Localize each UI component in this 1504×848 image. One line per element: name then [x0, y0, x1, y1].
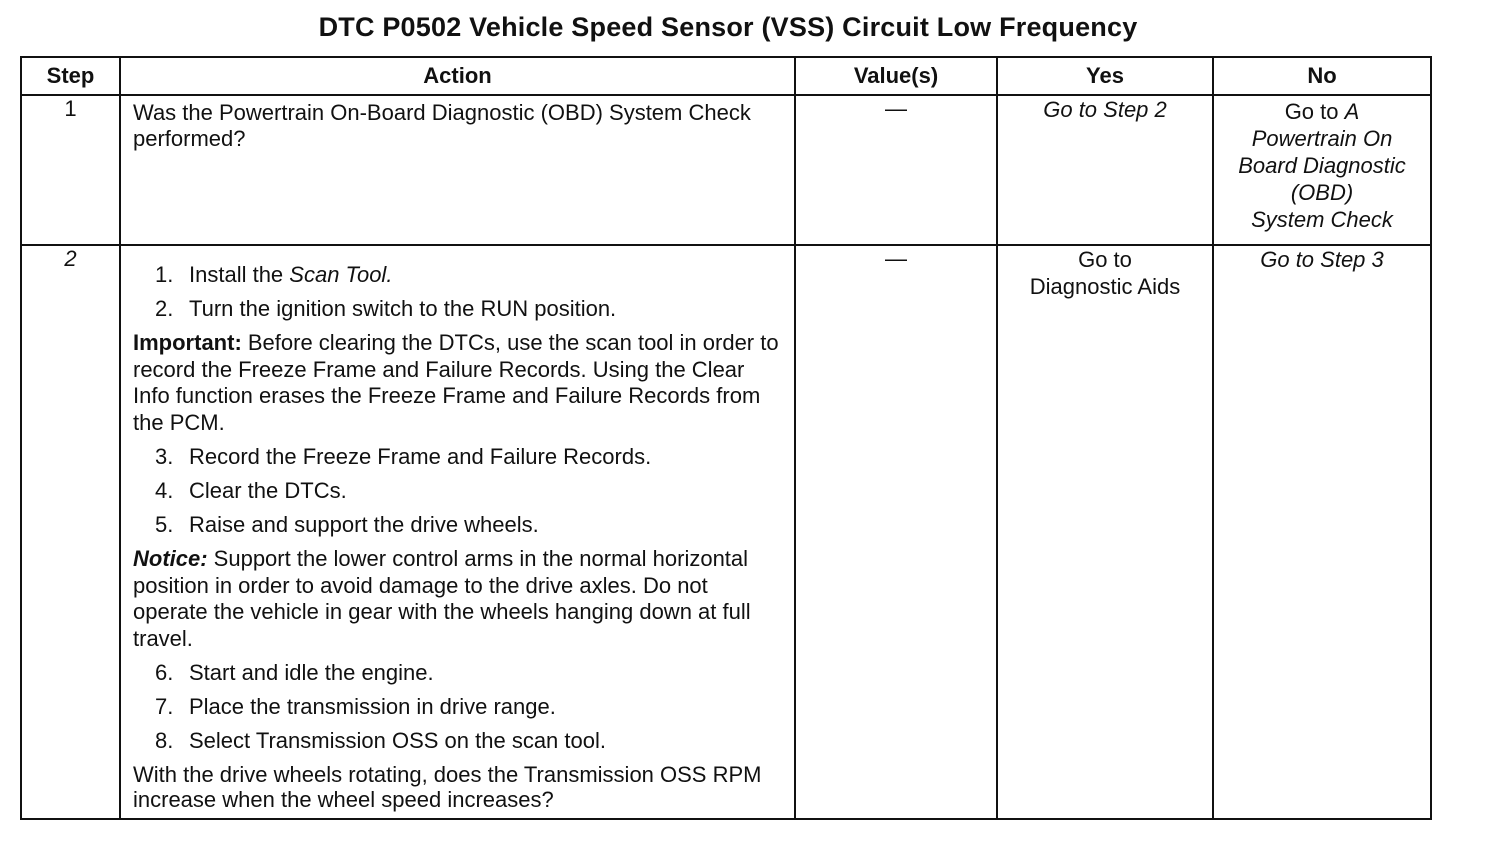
action-cell: [120, 245, 795, 819]
no-cell: [1213, 245, 1431, 819]
item-number: 4.: [155, 478, 174, 503]
item-text: Clear the DTCs.: [189, 478, 347, 503]
yes-cell: [997, 245, 1213, 819]
diagnostic-table: [20, 56, 1432, 820]
item-text: Raise and support the drive wheels.: [189, 512, 539, 537]
item-number: 6.: [155, 660, 174, 685]
no-cell: [1213, 95, 1431, 245]
important-text: Before clearing the DTCs, use the scan tool in order to record the Freeze Frame and Failure Records. Using the Clear Info function erases the Freeze Frame and Failure Records from the PCM.: [133, 330, 779, 435]
step-number-text: 2: [64, 246, 77, 271]
no-result-line: Powertrain On: [1251, 126, 1393, 151]
value-dash: —: [885, 246, 907, 271]
no-result-link: A: [1344, 99, 1360, 124]
important-note: [121, 330, 794, 436]
list-item: [121, 512, 794, 538]
important-label: Important:: [133, 330, 242, 355]
notice-note: [121, 546, 794, 652]
action-cell: [120, 95, 795, 245]
step-number: [21, 245, 120, 819]
list-item: [121, 296, 794, 322]
step-number: 1: [21, 95, 120, 245]
item-text: Place the transmission in drive range.: [189, 694, 556, 719]
item-number: 5.: [155, 512, 174, 537]
value-cell: [795, 245, 997, 819]
no-result-line: (OBD): [1290, 180, 1354, 205]
item-number: 1.: [155, 262, 174, 287]
no-result-line: [1214, 98, 1430, 125]
table-row: [21, 245, 1431, 819]
no-result-line: System Check: [1251, 207, 1393, 232]
action-question: Was the Powertrain On-Board Diagnostic (OBD) System Check performed?: [133, 100, 751, 151]
notice-text: Support the lower control arms in the normal horizontal position in order to avoid damage to the drive axles. Do not operate the vehicle in gear with the wheels hanging down at full travel.: [133, 546, 751, 651]
item-number: 7.: [155, 694, 174, 719]
no-result: Go to Step 3: [1260, 247, 1384, 272]
yes-result-line: Diagnostic Aids: [1029, 274, 1181, 299]
item-number: 8.: [155, 728, 174, 753]
header-values: Value(s): [795, 57, 997, 95]
no-result-line: Board Diagnostic: [1238, 153, 1406, 178]
item-text: Start and idle the engine.: [189, 660, 434, 685]
header-step: Step: [21, 57, 120, 95]
action-question: With the drive wheels rotating, does the Transmission OSS RPM increase when the wheel speed increases?: [133, 762, 762, 812]
item-number: 3.: [155, 444, 174, 469]
item-number: 2.: [155, 296, 174, 321]
page-title: DTC P0502 Vehicle Speed Sensor (VSS) Circuit Low Frequency: [318, 12, 1138, 42]
list-item: [121, 660, 794, 686]
table-row: [21, 95, 1431, 245]
yes-result: Go to Step 2: [1043, 97, 1167, 122]
list-item: [121, 444, 794, 470]
header-yes: Yes: [997, 57, 1213, 95]
table-header-row: [21, 57, 1431, 95]
item-text-italic: Scan Tool.: [289, 262, 393, 287]
list-item: [121, 728, 794, 754]
item-text: Record the Freeze Frame and Failure Records.: [189, 444, 652, 469]
list-item: [121, 262, 794, 288]
item-text: Select Transmission OSS on the scan tool.: [189, 728, 606, 753]
header-no: No: [1213, 57, 1431, 95]
header-action: Action: [120, 57, 795, 95]
yes-cell: [997, 95, 1213, 245]
value-cell: [795, 95, 997, 245]
notice-label: Notice:: [133, 546, 208, 571]
no-prefix: Go to: [1284, 99, 1345, 124]
yes-result-line: Go to: [1078, 247, 1132, 272]
list-item: [121, 694, 794, 720]
item-text: Turn the ignition switch to the RUN position.: [189, 296, 617, 321]
value-dash: —: [885, 96, 907, 121]
item-text: Install the: [189, 262, 290, 287]
list-item: [121, 478, 794, 504]
